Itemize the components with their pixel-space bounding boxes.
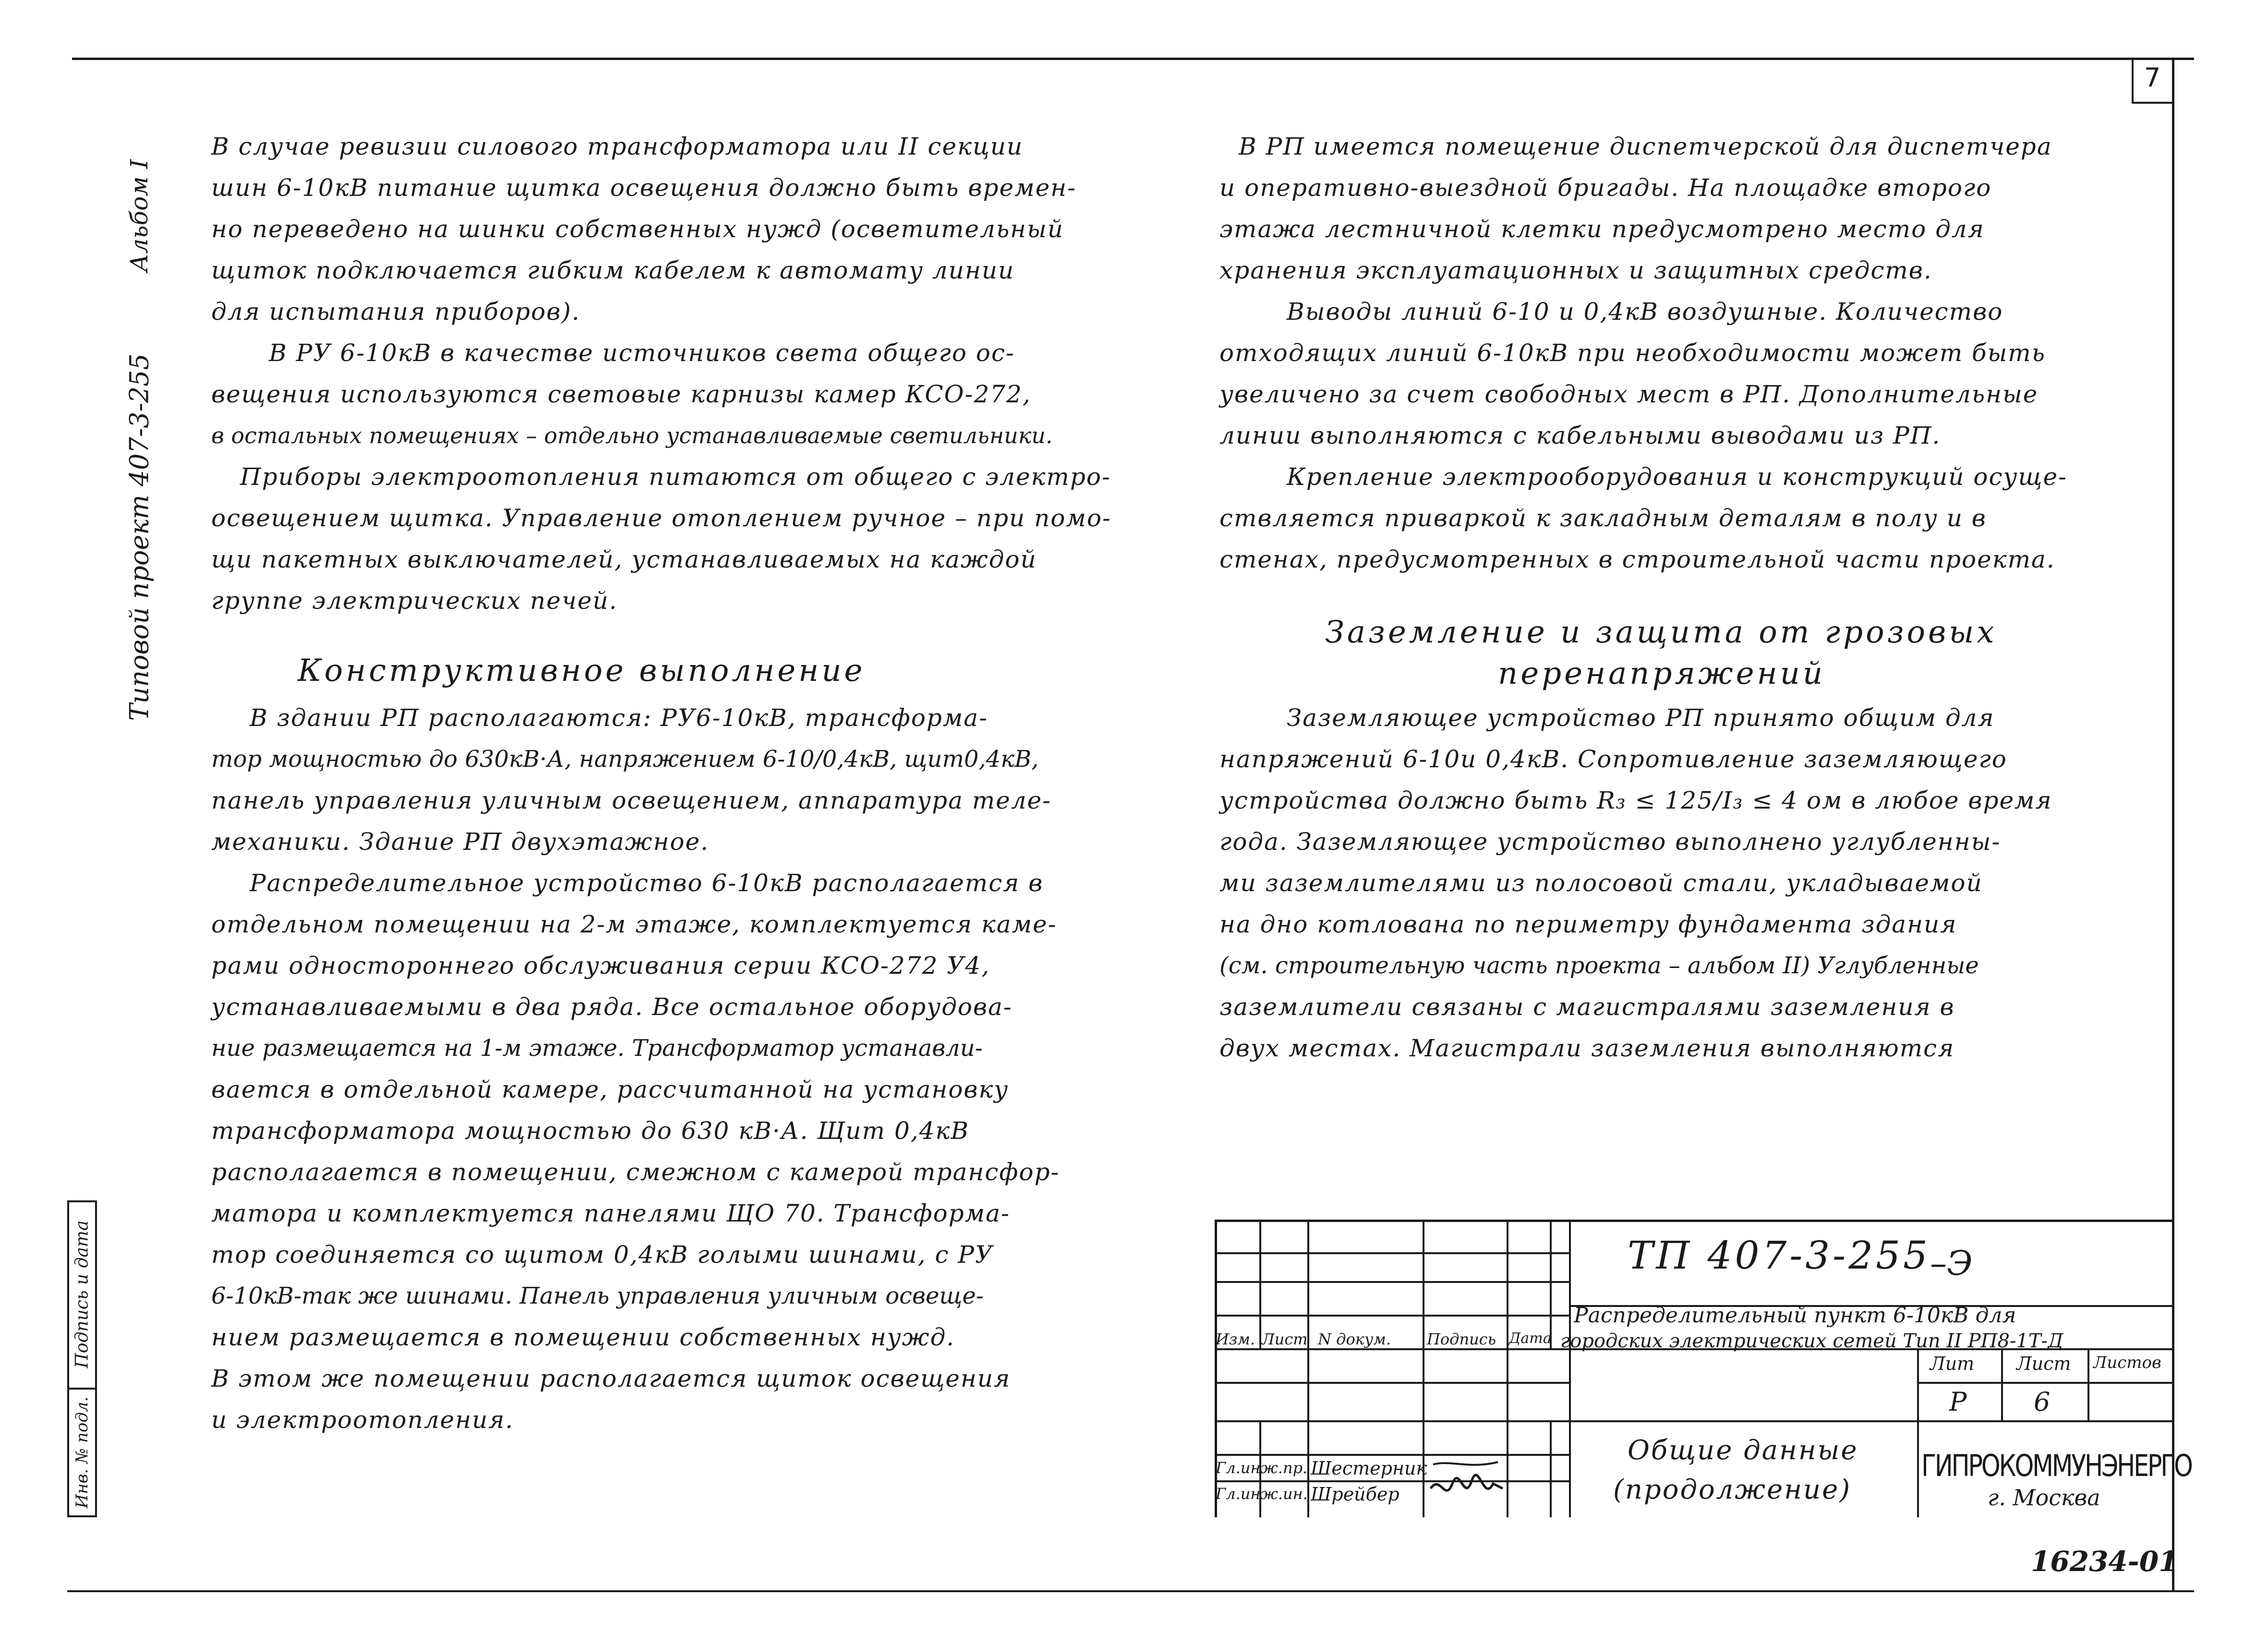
organization: ГИПРОКОММУНЭНЕРГО bbox=[1921, 1448, 2192, 1483]
text-line: группе электрических печей. bbox=[211, 587, 618, 615]
sheet-name-2: (продолжение) bbox=[1613, 1474, 1852, 1505]
text-line: двух местах. Магистрали заземления выполняются bbox=[1219, 1034, 1955, 1062]
text-line: шин 6-10кВ питание щитка освещения должно быть времен- bbox=[211, 174, 1076, 202]
stage-value-list: 6 bbox=[2034, 1387, 2051, 1417]
frame-top-line bbox=[72, 58, 2194, 60]
signature-scribble bbox=[1426, 1455, 1508, 1512]
role-1: Гл.инж.пр. bbox=[1216, 1459, 1308, 1477]
col-header-podpis: Подпись bbox=[1427, 1330, 1496, 1348]
text-line: ние размещается на 1-м этаже. Трансформатор устанавли- bbox=[211, 1035, 983, 1062]
city: г. Москва bbox=[1988, 1485, 2100, 1511]
project-title-1: Распределительный пункт 6-10кВ для bbox=[1574, 1303, 2016, 1328]
text-line: вается в отдельной камере, рассчитанной на установку bbox=[211, 1076, 1009, 1103]
text-line: Заземляющее устройство РП принято общим для bbox=[1287, 704, 1995, 732]
text-line: матора и комплектуется панелями ЩО 70. Трансформа- bbox=[211, 1199, 1010, 1227]
text-line: механики. Здание РП двухэтажное. bbox=[211, 828, 710, 856]
text-line: освещением щитка. Управление отоплением ручное – при помо- bbox=[211, 504, 1111, 532]
text-line: Выводы линий 6-10 и 0,4кВ воздушные. Количество bbox=[1287, 298, 2003, 326]
text-line: заземлители связаны с магистралями заземления в bbox=[1219, 993, 1955, 1021]
text-line: (см. строительную часть проекта – альбом II) Углубленные bbox=[1219, 952, 1979, 979]
text-line: года. Заземляющее устройство выполнено углубленны- bbox=[1219, 828, 2001, 856]
frame-bottom-line bbox=[67, 1590, 2194, 1592]
col-header-ndok: N докум. bbox=[1318, 1330, 1391, 1348]
column-1-bottom bbox=[211, 697, 1171, 1440]
text-line: располагается в помещении, смежном с камерой трансфор- bbox=[211, 1158, 1060, 1186]
column-2-bottom bbox=[1219, 697, 2156, 1069]
text-line: на дно котлована по периметру фундамента здания bbox=[1219, 910, 1957, 938]
text-line: отдельном помещении на 2-м этаже, комплектуется каме- bbox=[211, 910, 1057, 938]
sheet-number: 7 bbox=[2144, 62, 2161, 93]
text-line: В случае ревизии силового трансформатора или II секции bbox=[211, 133, 1024, 160]
name-1: Шестерник bbox=[1311, 1458, 1427, 1479]
text-line: щиток подключается гибким кабелем к автомату линии bbox=[211, 256, 1015, 284]
stamp-signature-label: Подпись и дата bbox=[72, 1220, 92, 1368]
text-line: и электроотопления. bbox=[211, 1406, 514, 1434]
text-line: Приборы электроотопления питаются от общего с электро- bbox=[240, 463, 1111, 491]
text-line: панель управления уличным освещением, аппаратура теле- bbox=[211, 786, 1052, 814]
text-line: В РП имеется помещение диспетчерской для диспетчера bbox=[1239, 133, 2052, 160]
bottom-code: 16234-01 bbox=[2031, 1545, 2178, 1578]
designation-suffix: –Э bbox=[1930, 1244, 1973, 1283]
text-line: и оперативно-выездной бригады. На площадке второго bbox=[1219, 174, 1992, 202]
text-line: 6-10кВ-так же шинами. Панель управления уличным освеще- bbox=[211, 1282, 984, 1309]
text-line: В этом же помещении располагается щиток освещения bbox=[211, 1365, 1011, 1392]
role-2: Гл.инж.ин. bbox=[1216, 1485, 1308, 1503]
text-line: тор соединяется со щитом 0,4кВ голыми шинами, с РУ bbox=[211, 1241, 994, 1269]
text-line: Распределительное устройство 6-10кВ располагается в bbox=[250, 869, 1044, 897]
text-line: в остальных помещениях – отдельно устанавливаемые светильники. bbox=[211, 423, 1053, 448]
text-line: ствляется приваркой к закладным деталям в полу и в bbox=[1219, 504, 1987, 532]
text-line: хранения эксплуатационных и защитных средств. bbox=[1219, 256, 1932, 284]
project-title-2: городских электрических сетей Тип II РП8-1Т-Д bbox=[1560, 1330, 2063, 1352]
margin-album: Альбом I bbox=[125, 159, 153, 272]
column-1-top bbox=[211, 126, 1162, 621]
designation: ТП 407-3-255 bbox=[1628, 1233, 1930, 1278]
text-line: для испытания приборов). bbox=[211, 298, 580, 326]
column-2-top bbox=[1219, 126, 2156, 580]
sheet-name-1: Общие данные bbox=[1628, 1435, 1858, 1466]
text-line: В РУ 6-10кВ в качестве источников света общего ос- bbox=[269, 339, 1015, 367]
margin-project: Типовой проект 407-3-255 bbox=[124, 353, 155, 721]
text-line: Крепление электрооборудования и конструкций осуще- bbox=[1287, 463, 2068, 491]
name-2: Шрейбер bbox=[1311, 1484, 1399, 1505]
text-line: щи пакетных выключателей, устанавливаемых на каждой bbox=[211, 545, 1037, 573]
text-line: напряжений 6-10и 0,4кВ. Сопротивление заземляющего bbox=[1219, 745, 2007, 773]
text-line: рами одностороннего обслуживания серии КСО-272 У4, bbox=[211, 952, 990, 980]
col-header-data: Дата bbox=[1509, 1330, 1552, 1347]
stage-header-list: Лист bbox=[2016, 1353, 2071, 1374]
text-line: ми заземлителями из полосовой стали, укладываемой bbox=[1219, 869, 1983, 897]
col-header-izm: Изм. bbox=[1216, 1330, 1255, 1348]
text-line: В здании РП располагаются: РУ6-10кВ, трансформа- bbox=[250, 704, 988, 732]
text-line: увеличено за счет свободных мест в РП. Дополнительные bbox=[1219, 380, 2039, 408]
text-line: стенах, предусмотренных в строительной части проекта. bbox=[1219, 545, 2055, 573]
text-line: отходящих линий 6-10кВ при необходимости может быть bbox=[1219, 339, 2046, 367]
text-line: трансформатора мощностью до 630 кВ·А. Щит 0,4кВ bbox=[211, 1117, 969, 1145]
text-line: устройства должно быть R₃ ≤ 125/I₃ ≤ 4 ом в любое время bbox=[1219, 786, 2052, 814]
col-header-list: Лист bbox=[1262, 1330, 1308, 1348]
text-line: линии выполняются с кабельными выводами из РП. bbox=[1219, 422, 1941, 449]
text-line: но переведено на шинки собственных нужд (осветительный bbox=[211, 215, 1064, 243]
stamp-inv-label: Инв. № подл. bbox=[72, 1396, 92, 1509]
stage-header-lit: Лит bbox=[1930, 1353, 1975, 1374]
text-line: вещения используются световые карнизы камер КСО-272, bbox=[211, 380, 1031, 408]
text-line: нием размещается в помещении собственных нужд. bbox=[211, 1323, 955, 1351]
stage-value-lit: Р bbox=[1949, 1387, 1967, 1417]
heading-grounding-1: Заземление и защита от грозовых bbox=[1325, 615, 1997, 650]
heading-construction: Конструктивное выполнение bbox=[298, 653, 866, 689]
text-line: устанавливаемыми в два ряда. Все остальное оборудова- bbox=[211, 993, 1013, 1021]
stage-header-listov: Листов bbox=[2093, 1353, 2161, 1372]
text-line: тор мощностью до 630кВ·А, напряжением 6-10/0,4кВ, щит0,4кВ, bbox=[211, 746, 1039, 773]
text-line: этажа лестничной клетки предусмотрено место для bbox=[1219, 215, 1985, 243]
heading-grounding-2: перенапряжений bbox=[1498, 656, 1826, 691]
